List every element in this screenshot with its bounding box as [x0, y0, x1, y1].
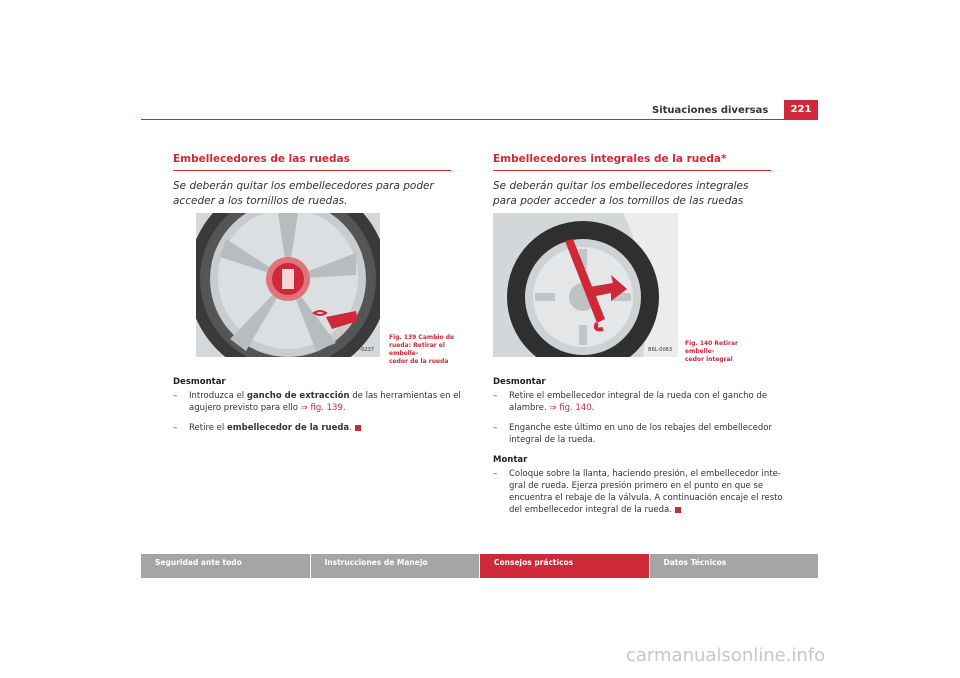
right-body-heading: Desmontar: [493, 377, 546, 387]
item-text: gral de rueda. Ejerza presión primero en el punto en que se: [509, 481, 764, 491]
list-item: – Enganche este último en uno de los rebajes del embellecedor integral de la rueda.: [493, 423, 772, 445]
right-section-intro: Se deberán quitar los embellecedores integrales para poder acceder a los tornillos de las ruedas: [493, 180, 749, 207]
figure-140-code: B6L-0063: [648, 347, 672, 353]
list-item: – Introduzca el gancho de extracción de las herramientas en el agujero previsto para ello ⇒ fig. 139.: [173, 391, 461, 413]
running-header: Situaciones diversas: [652, 105, 769, 116]
watermark: carmanualsonline.info: [626, 645, 826, 666]
left-section-title: Embellecedores de las ruedas: [173, 153, 350, 165]
section-end-mark: [675, 507, 681, 513]
figure-139-code: B5P-0237: [349, 347, 374, 353]
item-text: del embellecedor integral de la rueda.: [509, 505, 672, 515]
left-section: [173, 153, 451, 209]
tab-instrucciones[interactable]: Instrucciones de Manejo: [311, 554, 480, 578]
item-text: alambre.: [509, 403, 550, 413]
tab-consejos[interactable]: Consejos prácticos: [480, 554, 649, 578]
right-section-body: [493, 376, 793, 524]
left-section-rule: [173, 170, 451, 171]
right-section-rule: [493, 170, 771, 171]
item-text: .: [342, 403, 346, 413]
list-item: – Retire el embellecedor de la rueda.: [173, 422, 463, 434]
figure-139-link[interactable]: ⇒ fig. 139: [300, 403, 343, 413]
footer-tabs: [141, 554, 818, 578]
figure-140-caption-line: Fig. 140 Retirar embelle-: [685, 340, 739, 355]
left-body-heading: Desmontar: [173, 377, 226, 387]
figure-140-link[interactable]: ⇒ fig. 140: [549, 403, 592, 413]
item-text: Enganche este último en uno de los rebajes del embellecedor: [509, 423, 772, 433]
item-bold: embellecedor de la rueda: [226, 423, 350, 433]
item-text: .: [591, 403, 595, 413]
right-body-heading: Montar: [493, 455, 528, 465]
figure-139-caption-line: rueda: Retirar el embelle-: [389, 342, 445, 357]
section-end-mark: [355, 425, 361, 431]
header-rule: [141, 119, 818, 120]
integral-hubcap-image: [493, 213, 678, 357]
item-text: .: [349, 423, 352, 433]
list-item: – Coloque sobre la llanta, haciendo presión, el embellecedor inte- gral de rueda. Ejerza presión primero en el punto en que se encuentra el rebaje de la válvula. A continuación encaje el resto del embellecedor integral de la rueda.: [493, 469, 783, 515]
figure-139-caption-line: Fig. 139 Cambio de: [389, 334, 455, 341]
figure-140-caption-line: cedor integral: [685, 356, 733, 363]
right-section-title: Embellecedores integrales de la rueda*: [493, 153, 727, 165]
wheel-hubcap-illustration: [196, 213, 380, 357]
item-text: agujero previsto para ello: [189, 403, 301, 413]
left-section-body: [173, 376, 463, 442]
item-text: Introduzca el: [189, 391, 247, 401]
integral-hubcap-illustration: [493, 213, 678, 357]
figure-140-caption: [685, 340, 765, 364]
tab-seguridad[interactable]: Seguridad ante todo: [141, 554, 310, 578]
list-item: – Retire el embellecedor integral de la rueda con el gancho de alambre. ⇒ fig. 140.: [493, 391, 768, 413]
right-section: [493, 153, 771, 209]
tab-datos[interactable]: Datos Técnicos: [650, 554, 819, 578]
figure-139-caption: [389, 334, 469, 366]
page-number: 221: [784, 100, 818, 119]
item-text: encuentra el rebaje de la válvula. A continuación encaje el resto: [509, 493, 783, 503]
wheel-hubcap-image: [196, 213, 380, 357]
item-text: de las herramientas en el: [349, 391, 461, 401]
item-text: Retire el: [189, 423, 227, 433]
item-bold: gancho de extracción: [246, 391, 350, 401]
item-text: Coloque sobre la llanta, haciendo presión, el embellecedor inte-: [509, 469, 781, 479]
item-text: integral de la rueda.: [509, 435, 596, 445]
figure-139-caption-line: cedor de la rueda: [389, 358, 449, 365]
item-text: Retire el embellecedor integral de la rueda con el gancho de: [509, 391, 768, 401]
left-section-intro: Se deberán quitar los embellecedores para poder acceder a los tornillos de ruedas.: [173, 180, 434, 207]
